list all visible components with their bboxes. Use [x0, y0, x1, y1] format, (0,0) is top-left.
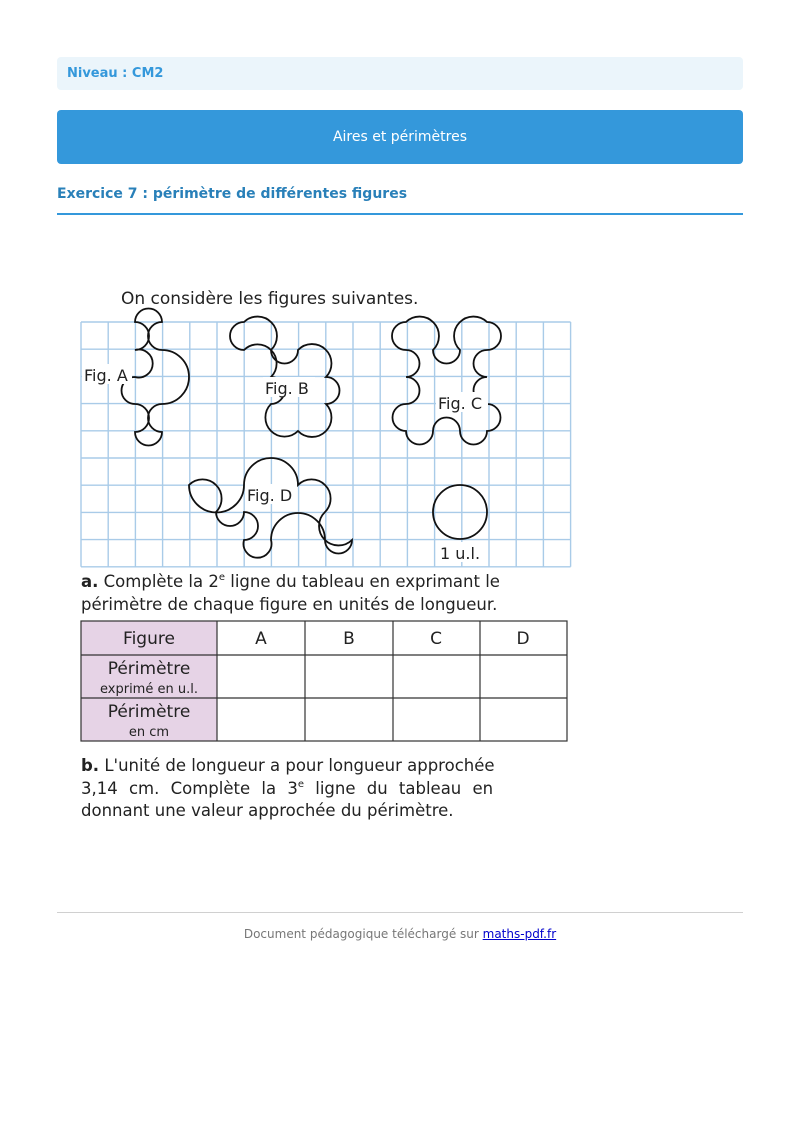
question-b-line3: donnant une valeur approchée du périmètre. — [81, 801, 454, 820]
page-title-banner: Aires et périmètres — [57, 110, 743, 164]
label-fig-c: Fig. C — [438, 394, 482, 413]
shape-fig-d — [189, 458, 352, 558]
footer — [57, 927, 743, 941]
question-b-line2: 3,14 cm. Complète la 3e ligne du tableau en — [81, 779, 494, 798]
table-header-a: A — [255, 629, 267, 649]
row-perimeter-ul-title: Périmètre — [107, 659, 191, 679]
level-badge: Niveau : CM2 — [57, 57, 743, 90]
table-header-c: C — [430, 629, 442, 649]
question-a-line1: a. Complète la 2e ligne du tableau en exprimant le — [81, 572, 500, 591]
answer-table — [81, 621, 567, 741]
label-fig-b: Fig. B — [265, 379, 309, 398]
table-header-d: D — [516, 629, 530, 649]
curved-shapes — [122, 309, 502, 558]
row-perimeter-cm-subtitle: en cm — [128, 725, 170, 740]
question-b-line1: b. L'unité de longueur a pour longueur approchée — [81, 756, 495, 775]
intro-text: On considère les figures suivantes. — [121, 289, 419, 309]
exercise-figure — [76, 280, 576, 840]
table-header-b: B — [343, 629, 355, 649]
label-unit: 1 u.l. — [440, 544, 481, 563]
footer-text: Document pédagogique téléchargé sur — [243, 927, 483, 941]
footer-divider — [57, 912, 743, 913]
question-a-line2: périmètre de chaque figure en unités de longueur. — [81, 595, 498, 614]
footer-link[interactable]: maths-pdf.fr — [482, 927, 557, 941]
label-fig-d: Fig. D — [247, 486, 293, 505]
label-fig-a: Fig. A — [84, 366, 128, 385]
figure-labels — [82, 364, 488, 563]
exercise-title: Exercice 7 : périmètre de différentes figures — [57, 186, 743, 215]
row-perimeter-ul-subtitle: exprimé en u.l. — [100, 682, 198, 697]
table-header-figure: Figure — [123, 629, 175, 649]
shape-fig-c — [392, 317, 501, 445]
exercise-figure-svg — [76, 280, 576, 840]
row-perimeter-cm-title: Périmètre — [107, 702, 191, 722]
